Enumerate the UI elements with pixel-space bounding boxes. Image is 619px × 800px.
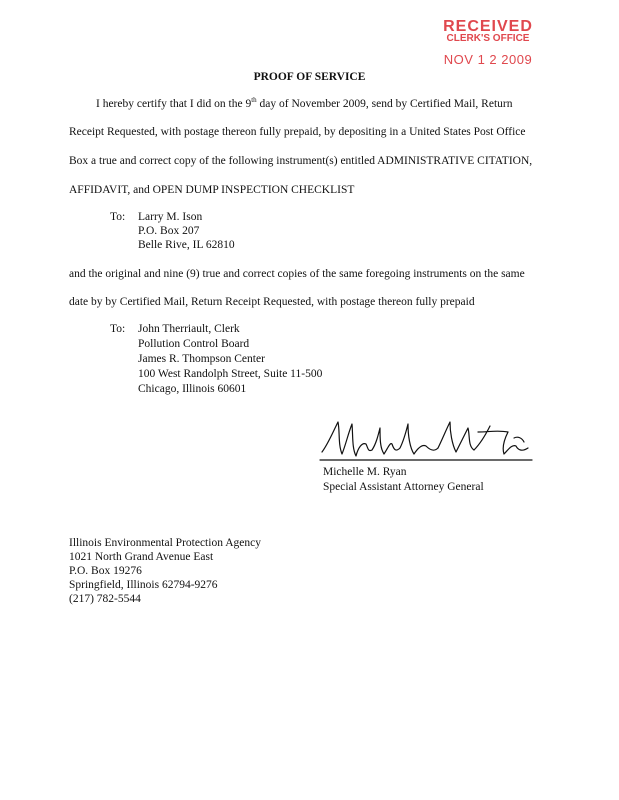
paragraph-line-1-pre: I hereby certify that I did on the 9 (96, 98, 252, 110)
recipient2-line-4: 100 West Randolph Street, Suite 11-500 (138, 368, 323, 380)
received-stamp-date: NOV 1 2 2009 (443, 52, 533, 67)
agency-line-1: Illinois Environmental Protection Agency (69, 537, 261, 549)
received-stamp-title: RECEIVED (443, 18, 533, 35)
paragraph-line-2: Receipt Requested, with postage thereon fully prepaid, by depositing in a United States Post Office (69, 126, 526, 138)
recipient2-line-1: John Therriault, Clerk (138, 323, 240, 335)
signer-name: Michelle M. Ryan (323, 466, 407, 478)
paragraph-line-4: AFFIDAVIT, and OPEN DUMP INSPECTION CHECKLIST (69, 184, 355, 196)
paragraph-line-5: and the original and nine (9) true and correct copies of the same foregoing instruments on the same (69, 268, 525, 280)
document-title: PROOF OF SERVICE (253, 71, 366, 83)
received-stamp-office: CLERK'S OFFICE (446, 33, 530, 44)
agency-line-3: P.O. Box 19276 (69, 565, 142, 577)
to-label-1: To: (110, 211, 126, 223)
paragraph-line-1 (96, 98, 512, 111)
recipient2-line-2: Pollution Control Board (138, 338, 250, 350)
paragraph-line-1-post: day of November 2009, send by Certified Mail, Return (256, 98, 513, 110)
paragraph-line-6: date by by Certified Mail, Return Receipt Requested, with postage thereon fully prepaid (69, 296, 475, 308)
paragraph-line-3: Box a true and correct copy of the following instrument(s) entitled ADMINISTRATIVE CITATION, (69, 155, 533, 167)
recipient2-line-5: Chicago, Illinois 60601 (138, 383, 247, 395)
agency-line-4: Springfield, Illinois 62794-9276 (69, 579, 218, 591)
recipient2-line-3: James R. Thompson Center (138, 353, 265, 365)
handwritten-signature (318, 414, 538, 466)
recipient1-line-1: Larry M. Ison (138, 211, 203, 223)
recipient1-line-2: P.O. Box 207 (138, 225, 200, 237)
signer-role: Special Assistant Attorney General (323, 481, 484, 493)
agency-line-2: 1021 North Grand Avenue East (69, 551, 214, 563)
ordinal-suffix: th (251, 96, 257, 105)
to-label-2: To: (110, 323, 126, 335)
agency-phone: (217) 782-5544 (69, 593, 141, 605)
recipient1-line-3: Belle Rive, IL 62810 (138, 239, 235, 251)
